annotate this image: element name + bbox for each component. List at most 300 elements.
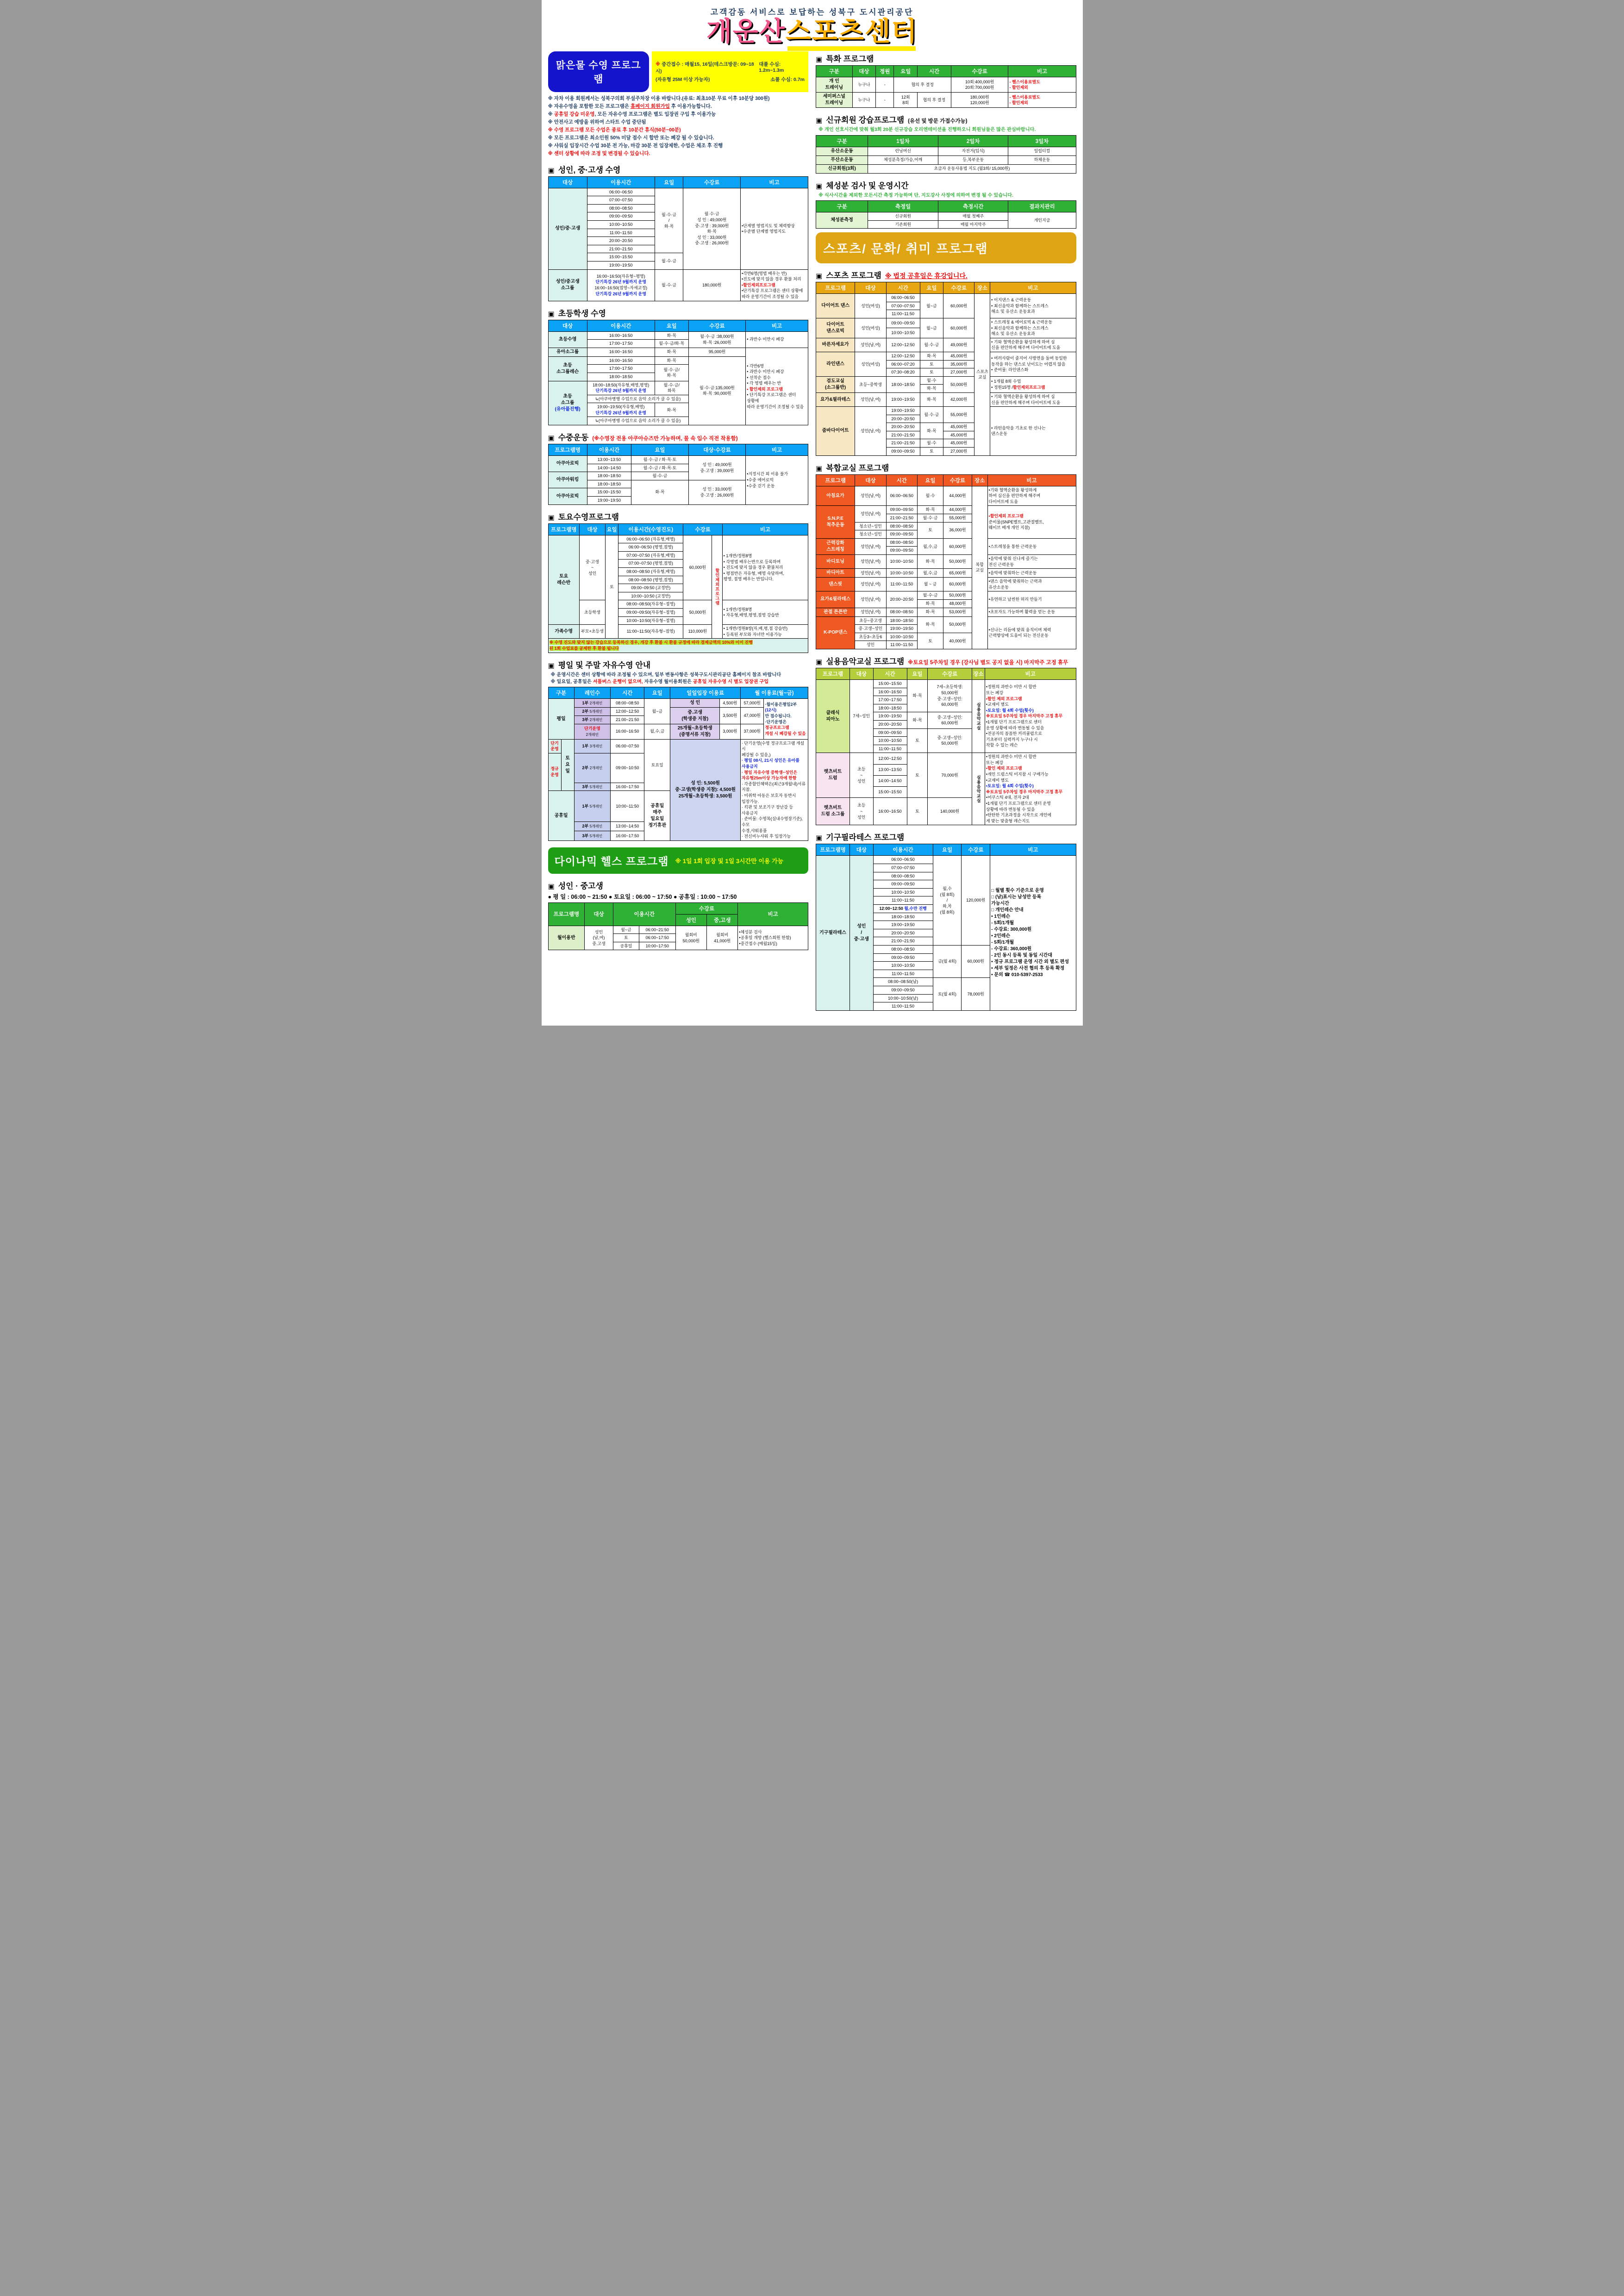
- table-cell: 유산소운동: [816, 147, 868, 156]
- table-cell: •스트레칭을 통한 근력운동: [987, 538, 1076, 554]
- table-cell: 45,000원: [943, 423, 974, 431]
- table-cell: 19:00~19:50: [873, 921, 933, 929]
- table-cell: 10:00~17:50: [639, 942, 676, 950]
- table-row: [816, 407, 1076, 415]
- column-header: 구분: [548, 687, 574, 699]
- table-cell: 45,000원: [943, 352, 974, 360]
- table-cell: 21:00~21:50: [873, 937, 933, 946]
- section-marker-icon: ▣: [816, 834, 823, 842]
- section-subnotes: ※ 식사시간을 제외한 모든시간 측정 가능하며 단, 지도강사 사정에 의하여 변경 될 수 있습니다.: [818, 193, 1013, 198]
- table-row: [816, 608, 1076, 616]
- table-cell: 09:00~09:50(자유형~접영): [618, 608, 683, 616]
- table-cell: 10:00~10:50: [886, 555, 917, 569]
- table-cell: 16:00~16:50: [587, 348, 655, 356]
- table-row: [816, 486, 1076, 506]
- table-cell: 누구나: [852, 77, 876, 93]
- column-header: 수강료: [688, 320, 746, 331]
- swim-program-banner-label: 맑은물 수영 프로그램: [548, 51, 650, 92]
- table-row: [816, 93, 1076, 108]
- table-cell: 21:00~21:50: [886, 439, 920, 448]
- section-marker-icon: ▣: [548, 513, 555, 522]
- column-header: 2일차: [938, 135, 1008, 147]
- table-cell: 09:00~09:50: [886, 448, 920, 456]
- table-cell: 18:00~18:50: [873, 913, 933, 921]
- table-cell: 정규 운영: [548, 753, 561, 791]
- table-cell: 15:00~15:50: [873, 679, 907, 688]
- table-cell: 12:00~12:50: [886, 352, 920, 360]
- table-cell: 08:00~08:50(남): [873, 978, 933, 986]
- table-cell: 09:00~09:50 (교정반): [618, 584, 683, 592]
- table-cell: 바른자세요가: [816, 338, 855, 352]
- center-title-part2: 스포츠센터: [785, 17, 918, 46]
- table-cell: 월·수·금: [920, 407, 943, 423]
- table-cell: 4,500원: [720, 699, 741, 708]
- table-cell: 20:00~20:50: [873, 929, 933, 937]
- table-cell: 19:00~19:50: [587, 261, 655, 269]
- table-cell: 06:00~06:50 (평영,접영): [618, 543, 683, 552]
- table-cell: 48,000원: [943, 599, 972, 608]
- section-title-text: 성인, 중·고생 수영: [558, 165, 621, 174]
- aqua-title: [548, 431, 809, 442]
- table-cell: 유아소그룹: [548, 348, 587, 356]
- column-header: 대상: [548, 176, 587, 188]
- table-cell: •할인제외 프로그램 준비물(SNPE벨트,고관절벨트, 웨이브 베개 개인 지참): [987, 506, 1076, 538]
- table-cell: 08:00~08:50: [873, 872, 933, 880]
- table-cell: 06:00~06:50: [873, 856, 933, 864]
- section-subnotes: ※ 개인 선호시간에 맞춰 월3회 20분 신규강습 오리엔테이션을 진행하오니 회원님들은 많은 관심바랍니다.: [818, 127, 1036, 133]
- table-cell: 09:00~09:50: [873, 728, 907, 737]
- column-header: 측정일: [868, 201, 938, 212]
- table-cell: S.N.P.E 척추운동: [816, 506, 855, 538]
- column-header: 대상: [579, 523, 605, 535]
- table-cell: 3부 5개레인: [574, 783, 611, 791]
- music-title: [816, 655, 1076, 666]
- column-header: 요일: [606, 523, 618, 535]
- table-cell: 12:00~12:50 월,수만 진행: [873, 904, 933, 913]
- table-cell: 중·고생~성인: 50,000원: [928, 728, 972, 753]
- column-header: 비고: [746, 444, 808, 456]
- table-cell: 월,수 (월 8회) / 화,목 (월 8회): [933, 856, 962, 946]
- table-cell: 1부 2개레인: [574, 699, 611, 708]
- complex-class-table: [816, 474, 1076, 649]
- table-cell: 토: [917, 522, 943, 538]
- table-cell: 1부 3개레인: [574, 739, 611, 753]
- clear-water-swim-banner: [548, 51, 809, 92]
- table-cell: 토 요 일: [561, 739, 574, 791]
- table-cell: 11:00~11:50: [886, 578, 917, 591]
- table-cell: 기구필라테스: [816, 856, 850, 1010]
- table-cell: 세미퍼스널 트레이닝: [816, 93, 853, 108]
- table-cell: 09:00~09:50: [587, 212, 655, 221]
- newbie-table: [816, 135, 1076, 174]
- left-column: [548, 47, 809, 954]
- column-header: 월 이용료(월~금): [740, 687, 808, 699]
- table-cell: 95,000원: [688, 348, 746, 356]
- column-header: 요일: [907, 668, 928, 679]
- table-cell: 월·수·금/화·목: [655, 340, 688, 348]
- table-cell: 신규회원(3회): [816, 164, 868, 173]
- table-cell: 월·수·금 / 화·목·토: [631, 464, 689, 472]
- table-cell: 성인(남,여): [855, 486, 886, 506]
- table-cell: 평일: [548, 699, 574, 739]
- table-cell: 16:00~17:50: [611, 783, 644, 791]
- table-cell: 렛츠비트 드럼 소그룹: [816, 798, 850, 825]
- column-header: 요일: [894, 66, 918, 77]
- table-row: [548, 699, 808, 708]
- table-cell: 110,000원: [683, 625, 712, 639]
- table-cell: 월·수·금 / 화·목: [655, 188, 683, 253]
- free-swim-title: [548, 659, 809, 670]
- table-cell: 누구나: [852, 93, 876, 108]
- table-row: [548, 625, 808, 639]
- table-cell: 10:00~10:50: [886, 569, 917, 578]
- table-cell: 55,000원: [943, 514, 972, 523]
- table-cell: 12:00~12:50: [611, 708, 644, 716]
- table-cell: 35,000원: [943, 360, 974, 368]
- table-cell: 47,000원: [740, 708, 764, 724]
- table-cell: 60,000원: [943, 578, 972, 591]
- table-cell: 50,000원: [943, 616, 972, 633]
- table-cell: •체성분 검사 •공휴일 개방 (헬스회원 한함) •중간접수 (매월15일): [738, 926, 808, 950]
- table-cell: 성인(남,여): [855, 569, 886, 578]
- table-cell: 18:00~18:50: [587, 472, 631, 480]
- table-cell: • 이지댄스 & 근력운동 • 최신음악과 함께하는 스트레스 해소 및 유산소 운동효과: [990, 294, 1076, 318]
- table-cell: 공휴일: [613, 942, 639, 950]
- table-row: [816, 352, 1076, 360]
- table-cell: 09:00~09:50: [886, 506, 917, 514]
- section-marker-icon: ▣: [548, 310, 555, 318]
- newbie-title: [816, 113, 1076, 125]
- table-cell: 19:00~19:50(자유형,배영) 단기특강 26년 9월까지 운영: [587, 403, 655, 417]
- table-cell: 월·수·금:135,000원 화·목 :90,000원: [688, 356, 746, 425]
- table-cell: 11:00~11:50: [873, 745, 907, 753]
- table-cell: 일립티컬: [1008, 147, 1076, 156]
- section-title-text: 복합교실 프로그램: [826, 463, 889, 473]
- table-row: [816, 147, 1076, 156]
- table-cell: 월·수·금 성 인 : 49,000원 중·고생 : 39,000원 화·목 성 인 : 33,000원 중·고생 : 26,000원: [683, 188, 741, 269]
- complex-title: [816, 461, 1076, 473]
- table-cell: 11:00~11:50: [873, 970, 933, 978]
- section-title-text: 체성분 검사 및 운영시간: [826, 181, 909, 190]
- table-row: [816, 294, 1076, 302]
- table-cell: 성인/중고생 소그룹: [548, 269, 587, 301]
- table-cell: •기와 혈액순환을 왕성하게 하여 심신을 편안하게 해주며 다이어트에 도움: [987, 486, 1076, 506]
- table-cell: 42,000원: [943, 392, 974, 406]
- table-cell: - 헬스이용료별도 - 할인제외: [1008, 77, 1076, 93]
- section-title-text: 초등학생 수영: [558, 309, 606, 318]
- elementary-swim-table: [548, 320, 809, 426]
- table-cell: 53,000원: [943, 608, 972, 616]
- table-cell: 70,000원: [928, 753, 972, 798]
- body-comp-table: [816, 200, 1076, 229]
- section-title-text: 수중운동: [558, 433, 589, 442]
- column-header: 수강료: [962, 844, 990, 856]
- table-cell: 매월 마지막주: [938, 220, 1008, 229]
- table-cell: 성인(남,여): [855, 338, 886, 352]
- section-marker-icon: ▣: [816, 272, 823, 280]
- column-header: 수강료: [943, 474, 972, 486]
- table-cell: 45,000원: [943, 431, 974, 439]
- column-header: 결과지관리: [1008, 201, 1076, 212]
- column-header: 수강료: [683, 523, 722, 535]
- table-cell: 180,000원: [683, 269, 741, 301]
- table-cell: • 라틴음악을 기초로 한 신나는 댄스운동: [990, 407, 1076, 456]
- table-cell: •신나는 리듬에 맞춰 움직이며 체력 근력향상에 도움이 되는 전신운동: [987, 616, 1076, 649]
- sports-title: [816, 269, 1076, 280]
- table-cell: 초등학생: [579, 600, 605, 625]
- table-cell: 아쿠아워킹: [548, 472, 587, 488]
- table-cell: 중·고생~성인: 60,000원: [928, 712, 972, 728]
- table-cell: 08:00~08:50 (평영,접영): [618, 576, 683, 584]
- table-cell: • 1개반/정원8명 • 각영법 배우는반으로 등록하며 • 진도에 맞지 않을 경우 환불처리 • 평접반은 자유형, 배영 숙달하며, 평영, 접영 배우는 반입니다.: [722, 535, 808, 600]
- table-row: [548, 188, 808, 196]
- table-row: [548, 739, 808, 753]
- table-cell: 월·수·금: [655, 253, 683, 269]
- table-cell: •댄스 음악에 맞춰하는 근력과 유산소운동: [987, 578, 1076, 591]
- saturday-swim-title: [548, 510, 809, 522]
- table-cell: 체성분측정/가슴,어깨: [868, 156, 938, 164]
- table-cell: 월회비 50,000원: [675, 926, 706, 950]
- column-header: 대상: [849, 844, 873, 856]
- table-cell: 09:00~09:50: [873, 953, 933, 962]
- section-title-text: 토요수영프로그램: [558, 512, 619, 522]
- table-cell: 180,000원 120,000원: [951, 93, 1008, 108]
- table-cell: 토: [920, 368, 943, 377]
- table-cell: 금(월 4회): [933, 945, 962, 977]
- section-marker-icon: ▣: [548, 882, 555, 890]
- table-cell: 09:00~09:50: [886, 318, 920, 328]
- table-cell: 60,000원: [683, 535, 712, 600]
- table-cell: 초등 소그룹 (유아풀진행): [548, 381, 587, 425]
- column-header: 비고: [746, 320, 808, 331]
- body-comp-title: [816, 179, 1076, 191]
- flyer-header: [548, 6, 1076, 45]
- table-cell: 월·수·금 :38,000원 화·목 :26,000원: [688, 331, 746, 348]
- column-header: 레인수: [574, 687, 611, 699]
- table-cell: 14:00~14:50: [873, 775, 907, 786]
- section-title-text: 신규회원 강습프로그램: [826, 116, 905, 125]
- table-cell: 15:00~15:50: [587, 253, 655, 261]
- table-cell: 토: [907, 728, 928, 753]
- table-cell: 신규회원: [868, 212, 938, 221]
- section-title-note: ※ 법정 공휴일은 휴강입니다.: [885, 272, 968, 280]
- elementary-swim-title: [548, 307, 809, 318]
- table-cell: 14:00~14:50: [587, 464, 631, 472]
- table-cell: 15:00~15:50: [587, 488, 631, 497]
- table-cell: 성인(남,여): [855, 392, 886, 406]
- table-cell: 성인(남,여): [855, 591, 886, 608]
- column-header: 수강료: [683, 176, 741, 188]
- table-cell: ·월이용은평일2부(12시) 만 접수됩니다. ·단기운영은 정규프로그램 개설 시 폐강될 수 있음: [764, 699, 808, 739]
- table-cell: 월,수,금: [917, 538, 943, 554]
- table-row: [816, 591, 1076, 600]
- section-marker-icon: ▣: [548, 434, 555, 442]
- table-cell: 17:00~17:50: [873, 696, 907, 704]
- table-cell: • 스트레칭 & 에어로빅 & 근력운동 • 최신음악과 함께하는 스트레스 해소 및 유산소 운동효과: [990, 318, 1076, 338]
- column-header: 프로그램: [816, 282, 855, 294]
- table-row: [816, 506, 1076, 514]
- table-cell: 월·수·금/ 화목: [655, 381, 688, 395]
- table-cell: 140,000원: [928, 798, 972, 825]
- table-cell: 16:00~16:50: [873, 798, 907, 825]
- column-header: 요일: [655, 176, 683, 188]
- table-cell: 2부 2개레인: [574, 753, 611, 783]
- table-cell: 토: [907, 798, 928, 825]
- table-cell: 월,수,금: [917, 569, 943, 578]
- table-cell: □ 월별 횟수 기준으로 운영 □ (남)표시는 남성만 등록 가능시간 □ 개인레슨 안내 • 1인레슨 - 5회/1개월 - 수강료: 300,000원 • 2인레슨 - 5회/1개월 - 수강료: 360,000원 - 2인 동시 등록 및 동일 시간대 • 정규 프로그램 운영 시간 외 별도 편성 • 세부 일정은 사전 협의 후 등록 확정 • 문의 ☎ 010-5397-2533: [990, 856, 1076, 1010]
- table-cell: 17:00~17:50: [587, 340, 655, 348]
- table-cell: 18:00~18:50(자유형,배영,평영) 단기특강 26년 9월까지 운영: [587, 381, 655, 395]
- section-title-note: ※토요일 5주차일 경우 (강사님 별도 공지 없을 시) 마지막주 고정 휴무: [908, 660, 1068, 666]
- gym-target-title: [548, 879, 809, 891]
- pilates-title: [816, 831, 1076, 842]
- table-cell: 11:00~11:50: [873, 896, 933, 905]
- table-cell: 19:00~19:50: [886, 392, 920, 406]
- table-cell: 09:00~09:50: [886, 530, 917, 539]
- section-title-note: (※수영장 전용 아쿠아슈즈만 가능하며, 물 속 입수 직전 착용함): [592, 436, 738, 442]
- table-cell: 성인(여성): [855, 294, 886, 318]
- table-cell: 7세~초등학생: 50,000원 중·고생~성인: 60,000원: [928, 679, 972, 712]
- table-row: [816, 578, 1076, 591]
- table-row: [816, 212, 1076, 221]
- pilates-table: [816, 844, 1076, 1010]
- table-cell: 성인 / 중·고생: [849, 856, 873, 1010]
- table-cell: 토요일: [644, 739, 670, 791]
- table-cell: 할인제외프로그램: [712, 535, 722, 639]
- column-header: 시간: [886, 282, 920, 294]
- section-marker-icon: ▣: [548, 166, 555, 174]
- table-cell: • 여러사람이 줄지어 사방면을 돌며 동일한 동작을 하는 댄스로 난이도는 어렵지 않음 • 준비물: 라인댄스화: [990, 352, 1076, 376]
- table-cell: 19:00~19:50: [886, 625, 917, 633]
- column-header: 중,고생: [706, 914, 737, 926]
- table-cell: 관절 튼튼반: [816, 608, 855, 616]
- column-header: 시간: [886, 474, 917, 486]
- table-cell: • 1개월 8회 수업 • 정원15명 /할인제외프로그램: [990, 376, 1076, 392]
- table-cell: 27,000원: [943, 368, 974, 377]
- table-cell: 단기운영 2개레인: [574, 724, 611, 739]
- table-cell: 45,000원: [943, 439, 974, 448]
- adult-swim-title: [548, 163, 809, 175]
- dynamic-health-banner: [548, 847, 809, 874]
- table-row: [548, 600, 808, 609]
- table-cell: 화·목: [907, 712, 928, 728]
- table-cell: 토: [920, 448, 943, 456]
- table-cell: •각반6명(영법 배우는 반) •진도에 맞지 않을 경우 환불 처리 •할인제외프로그램 •단기특강 프로그램은 센터 상황에 따라 운영기간이 조정될 수 있음: [740, 269, 808, 301]
- table-cell: 렛츠비트 드럼: [816, 753, 850, 798]
- table-cell: •음악에 맞춰 신나게 즐기는 전신 근력운동: [987, 555, 1076, 569]
- table-cell: 07:00~07:50: [587, 196, 655, 205]
- table-cell: 초등~중고생: [855, 616, 886, 625]
- table-cell: 요가&필라테스: [816, 392, 855, 406]
- column-header: 비고: [985, 668, 1076, 679]
- column-header: 비고: [1008, 66, 1076, 77]
- monthly-gym-table: [548, 902, 809, 951]
- table-cell: 협의 후 결정: [917, 93, 951, 108]
- table-cell: 아쿠아로빅: [548, 456, 587, 472]
- table-cell: 1부 5개레인: [574, 791, 611, 822]
- table-cell: 60,000원: [943, 538, 972, 554]
- table-cell: 성 인 : 33,000원 중·고생 : 26,000원: [688, 480, 746, 504]
- table-cell: 50,000원: [683, 600, 712, 625]
- table-cell: 화·목: [920, 385, 943, 393]
- table-cell: 초등 ~ 성인: [849, 798, 873, 825]
- table-cell: 07:30~08:20: [886, 368, 920, 377]
- table-cell: 10:00~10:50: [873, 962, 933, 970]
- section-title-text: 성인 · 중고생: [558, 881, 603, 890]
- table-cell: 06:00~06:50: [886, 294, 920, 302]
- table-cell: 성인(남,여): [855, 506, 886, 522]
- table-row: [816, 318, 1076, 328]
- section-marker-icon: ▣: [816, 658, 823, 666]
- table-cell: 중.고생 (학생증 지참): [670, 708, 720, 724]
- column-header: 프로그램명: [548, 902, 585, 926]
- table-cell: 20:00~20:50: [587, 237, 655, 245]
- table-cell: 화·목: [917, 506, 943, 514]
- table-cell: 10:00~10:50(자유형~접영): [618, 616, 683, 625]
- table-cell: •정원의 과반수 미만 시 합반 또는 폐강 •할인 제외 프로그램 •교재비 별도 •토요일: 월 4회 수업(횟수) ※토요일 5주차일 경우 마지막주 고정 휴무 •1개월 단기 프로그램으로 센터 운영 상황에 따라 변동될 수 있음 •전공자의 꼼꼼한 커리큘럼으로 기초부터 실력까지 누구나 시 작할 수 있는 레슨: [985, 679, 1076, 753]
- table-cell: 복합 교실: [972, 486, 987, 649]
- section-title-text: 기구필라테스 프로그램: [826, 833, 905, 842]
- column-header: 이용시간: [613, 902, 675, 926]
- table-cell: 13:00~13:50: [873, 764, 907, 775]
- table-row: [816, 538, 1076, 547]
- section-title-text: 스포츠 프로그램: [826, 271, 881, 280]
- table-row: [816, 376, 1076, 385]
- column-header: 이용시간(수영진도): [618, 523, 683, 535]
- column-header: 프로그램명: [816, 844, 850, 856]
- column-header: 프로그램: [816, 474, 855, 486]
- section-title-text: 특화 프로그램: [826, 55, 874, 64]
- table-cell: 65,000원: [943, 569, 972, 578]
- table-cell: 런닝머신: [868, 147, 938, 156]
- table-cell: 50,000원: [943, 555, 972, 569]
- table-cell: 화·목: [920, 352, 943, 360]
- table-cell: 공휴일 매주 일요일 정기휴관: [644, 791, 670, 840]
- table-row: [816, 392, 1076, 406]
- sports-program-table: [816, 282, 1076, 455]
- table-cell: 15:00~15:50: [873, 787, 907, 798]
- table-cell: 토(월 4회): [933, 978, 962, 1010]
- table-cell: 18:00~18:50: [587, 480, 631, 488]
- table-cell: 성인(남,여): [855, 555, 886, 569]
- table-cell: 18:00~18:50: [873, 704, 907, 712]
- table-cell: 37,000원: [740, 724, 764, 739]
- table-cell: 08:00~08:50: [886, 608, 917, 616]
- table-cell: 실용음악교실: [972, 753, 985, 825]
- table-cell: 스포츠 교실: [974, 294, 990, 455]
- banner-label: 스포츠/ 문화/ 취미 프로그램: [823, 242, 988, 256]
- table-cell: 55,000원: [943, 407, 974, 423]
- table-cell: 성 인 : 49,000원 중·고생 : 39,000원: [688, 456, 746, 480]
- center-title: [548, 18, 1076, 45]
- table-cell: 60,000원: [943, 294, 974, 318]
- section-title-text: 실용음악교실 프로그램: [826, 657, 905, 666]
- table-cell: 월~금: [920, 294, 943, 318]
- table-cell: 월~금: [644, 699, 670, 724]
- table-cell: 성인 (남,여) 중.고생: [585, 926, 613, 950]
- table-cell: 중·고생 ~ 성인: [579, 535, 605, 600]
- table-cell: 월·수: [920, 439, 943, 448]
- column-header: 프로그램: [816, 668, 850, 679]
- column-header: 대상: [852, 66, 876, 77]
- table-cell: 월~금: [920, 318, 943, 338]
- table-cell: 자전거(입식): [938, 147, 1008, 156]
- column-header: 구분: [816, 201, 868, 212]
- column-header: 비고: [740, 176, 808, 188]
- table-cell: 09:00~09:50: [886, 547, 917, 555]
- table-row: [816, 77, 1076, 93]
- table-cell: 11:00~11:50: [886, 641, 917, 649]
